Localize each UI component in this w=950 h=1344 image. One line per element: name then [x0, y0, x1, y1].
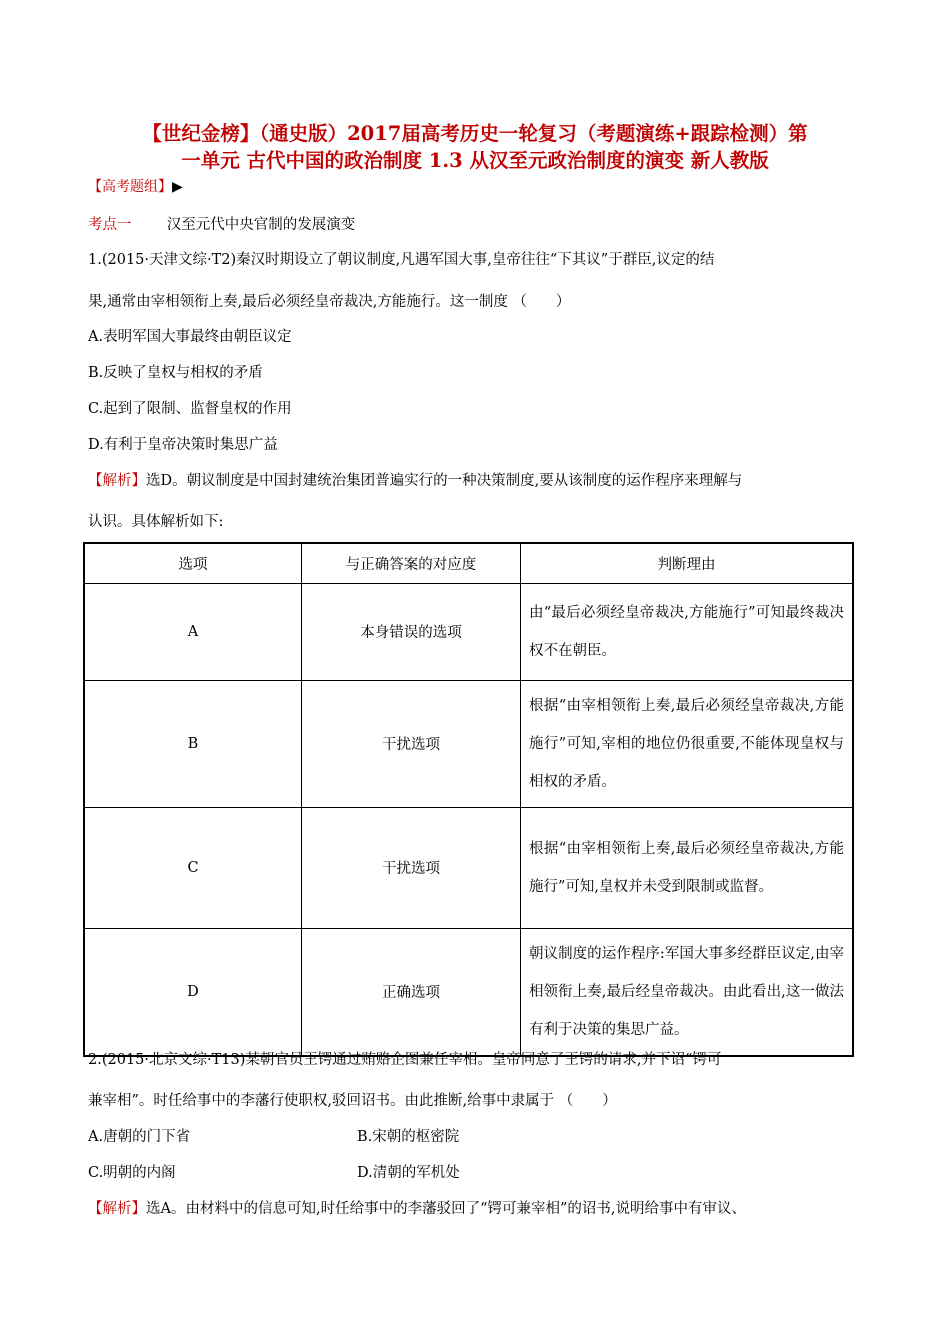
point-title: 汉至元代中央官制的发展演变 [166, 217, 356, 233]
q1-stem-line-2: 果,通常由宰相领衔上奏,最后必须经皇帝裁决,方能施行。这一制度 （ ） [88, 294, 571, 310]
q2-stem-line-2: 兼宰相”。时任给事中的李藩行使职权,驳回诏书。由此推断,给事中隶属于 （ ） [88, 1093, 617, 1109]
q2-option-b: B.宋朝的枢密院 [357, 1129, 460, 1145]
table-header: 与正确答案的对应度 [302, 543, 521, 583]
analysis-text: 选A。由材料中的信息可知,时任给事中的李藩驳回了“锷可兼宰相”的诏书,说明给事中有审议、 [146, 1201, 747, 1217]
q1-analysis-line-2: 认识。具体解析如下: [88, 514, 224, 530]
table-header: 判断理由 [521, 543, 854, 583]
q1-option-a: A.表明军国大事最终由朝臣议定 [88, 329, 292, 345]
table-row [84, 583, 853, 680]
title-line-2: 一单元 古代中国的政治制度 1.3 从汉至元政治制度的演变 新人教版 [181, 149, 769, 172]
section-label: 【高考题组】 [88, 179, 172, 195]
table-cell-reason: 朝议制度的运作程序:军国大事多经群臣议定,由宰相领衔上奏,最后经皇帝裁决。由此看出,这一做法有利于决策的集思广益。 [521, 928, 854, 1056]
q1-option-d: D.有利于皇帝决策时集思广益 [88, 437, 278, 453]
q2-stem-line-1: 2.(2015·北京文综·T13)某朝官员王锷通过贿赂企图兼任宰相。皇帝同意了王锷的请求,并下诏“锷可 [88, 1052, 722, 1068]
q1-option-b: B.反映了皇权与相权的矛盾 [88, 365, 263, 381]
table-row [84, 807, 853, 928]
triangle-right-icon: ▶ [172, 179, 183, 195]
table-cell-option: A [84, 583, 302, 680]
q2-option-d: D.清朝的军机处 [357, 1165, 460, 1181]
q1-stem-line-1: 1.(2015·天津文综·T2)秦汉时期设立了朝议制度,凡遇军国大事,皇帝往往“下其议”于群臣,议定的结 [88, 252, 715, 268]
document-title [60, 120, 890, 174]
table-cell-match: 干扰选项 [302, 680, 521, 807]
point-label: 考点一 [88, 217, 132, 233]
analysis-text: 选D。朝议制度是中国封建统治集团普遍实行的一种决策制度,要从该制度的运作程序来理解与 [146, 473, 743, 489]
table-cell-reason: 根据“由宰相领衔上奏,最后必须经皇帝裁决,方能施行”可知,宰相的地位仍很重要,不能体现皇权与相权的矛盾。 [521, 680, 854, 807]
table-cell-option: C [84, 807, 302, 928]
q1-analysis-line-1 [88, 469, 742, 490]
analysis-tag: 【解析】 [88, 473, 146, 489]
table-header-row [84, 543, 853, 583]
q2-option-a: A.唐朝的门下省 [88, 1129, 191, 1145]
title-line-1: 【世纪金榜】（通史版）2017届高考历史一轮复习（考题演练+跟踪检测）第 [142, 122, 808, 145]
analysis-tag: 【解析】 [88, 1201, 146, 1217]
table-cell-option: D [84, 928, 302, 1056]
q1-option-c: C.起到了限制、监督皇权的作用 [88, 401, 292, 417]
table-cell-match: 本身错误的选项 [302, 583, 521, 680]
section-heading [88, 176, 183, 196]
table-cell-match: 正确选项 [302, 928, 521, 1056]
table-cell-option: B [84, 680, 302, 807]
q2-option-c: C.明朝的内阁 [88, 1165, 176, 1181]
table-row [84, 928, 853, 1056]
analysis-table [83, 542, 854, 1057]
table-cell-reason: 根据“由宰相领衔上奏,最后必须经皇帝裁决,方能施行”可知,皇权并未受到限制或监督。 [521, 807, 854, 928]
q2-analysis-line-1 [88, 1197, 746, 1218]
table-row [84, 680, 853, 807]
table-cell-match: 干扰选项 [302, 807, 521, 928]
point-heading [88, 213, 355, 234]
table-cell-reason: 由“最后必须经皇帝裁决,方能施行”可知最终裁决权不在朝臣。 [521, 583, 854, 680]
table-header: 选项 [84, 543, 302, 583]
